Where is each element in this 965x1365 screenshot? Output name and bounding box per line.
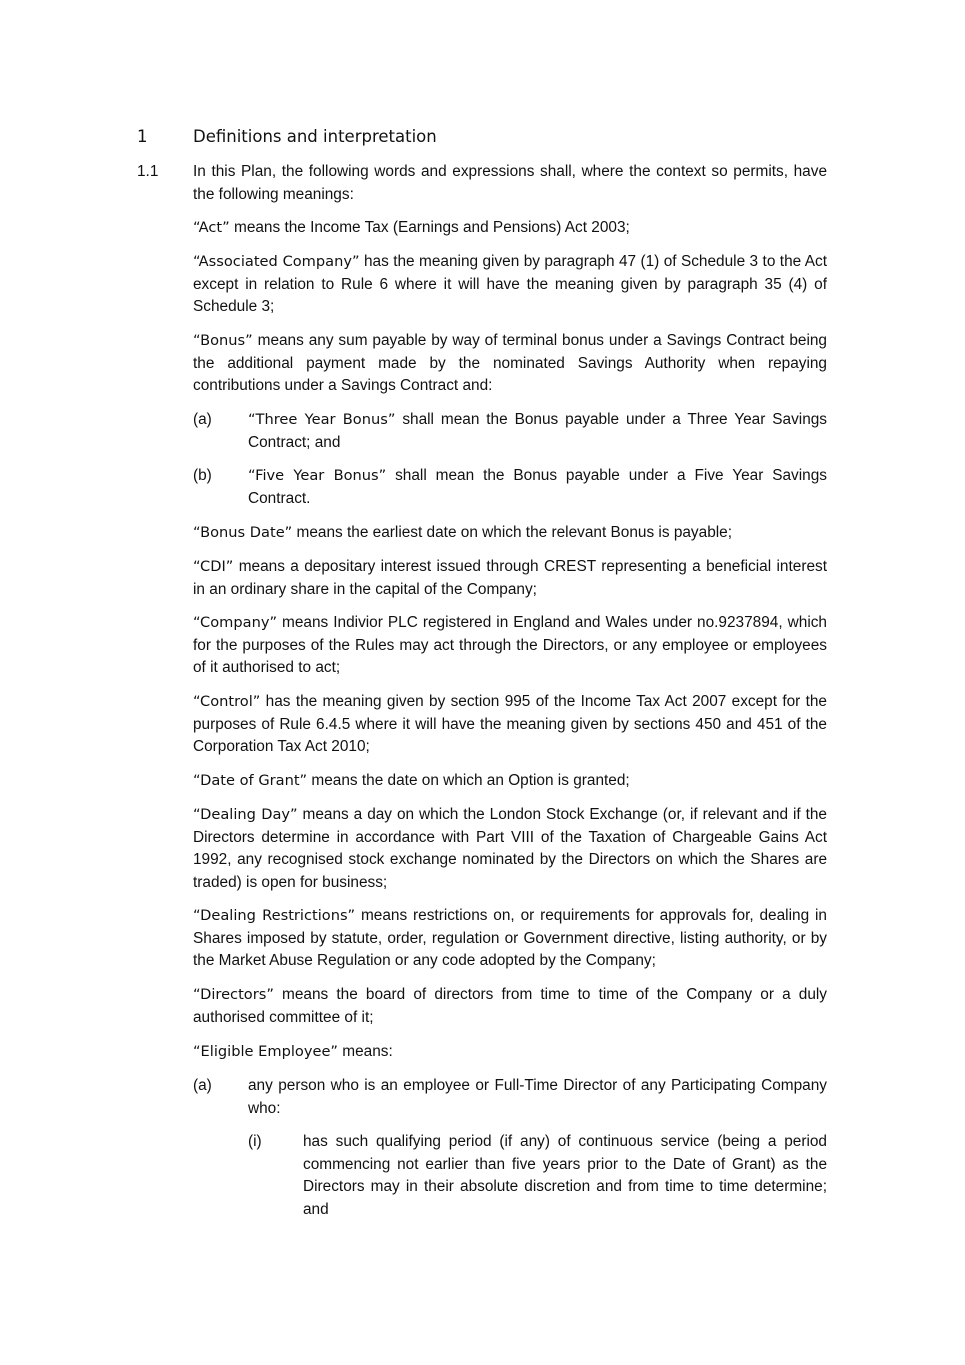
definition-associated-company (193, 251, 827, 319)
eligible-employee-item-a-i (248, 1131, 827, 1221)
item-marker: (a) (193, 1077, 212, 1094)
clause-1-1 (137, 161, 827, 206)
definition-text: means the date on which an Option is granted; (307, 772, 630, 789)
definition-text: means any sum payable by way of terminal bonus under a Savings Contract being the additional payment made by the nominated Savings Authority when repaying contributions under a Savings Contract and: (193, 332, 827, 394)
definition-text: means a day on which the London Stock Exchange (or, if relevant and if the Directors determine in accordance with Part VIII of the Taxation of Chargeable Gains Act 1992, any recognised stock exchange nominated by the Directors on which the Shares are traded) is open for business; (193, 806, 827, 891)
definition-cdi (193, 556, 827, 601)
definition-term: “Dealing Restrictions” (193, 907, 356, 924)
definition-directors (193, 984, 827, 1029)
definition-text: means the earliest date on which the relevant Bonus is payable; (292, 524, 733, 541)
definition-text: has the meaning given by paragraph 47 (1) of Schedule 3 to the Act except in relation to Rule 6 where it will have the meaning given by paragraph 35 (4) of Schedule 3; (193, 253, 827, 315)
definition-text: means a depositary interest issued through CREST representing a beneficial interest in an ordinary share in the capital of the Company; (193, 558, 827, 598)
definition-text: shall mean the Bonus payable under a Three Year Savings Contract; and (248, 411, 828, 451)
definition-term: “Dealing Day” (193, 806, 298, 823)
definition-text: means restrictions on, or requirements for approvals for, dealing in Shares imposed by statute, order, regulation or Government directive, listing authority, or by the Market Abuse Regulation or any code adopted by the Company; (193, 907, 827, 969)
definition-text: has the meaning given by section 995 of the Income Tax Act 2007 except for the purposes of Rule 6.4.5 where it will have the meaning given by sections 450 and 451 of the Corporation Tax Act 2010; (193, 693, 827, 755)
definition-bonus (193, 330, 827, 398)
definition-term: “Eligible Employee” (193, 1043, 338, 1060)
definition-term: “Act” (193, 219, 230, 236)
definition-text: means the board of directors from time to time of the Company or a duly authorised committee of it; (193, 986, 827, 1026)
definition-term: “Directors” (193, 986, 274, 1003)
definition-term: “Five Year Bonus” (248, 467, 387, 484)
section-number: 1 (137, 127, 148, 146)
definition-term: “Three Year Bonus” (248, 411, 396, 428)
definition-text: means the Income Tax (Earnings and Pensions) Act 2003; (229, 219, 630, 236)
definition-text: means Indivior PLC registered in England and Wales under no.9237894, which for the purposes of the Rules may act through the Directors, or any employee or employees of it authorised to act; (193, 614, 827, 676)
eligible-employee-item-a (193, 1075, 827, 1120)
definition-text: means: (337, 1043, 393, 1060)
definition-eligible-employee (193, 1041, 827, 1064)
definition-bonus-date (193, 522, 827, 545)
definition-dealing-day (193, 804, 827, 894)
definition-act (193, 217, 827, 240)
bonus-item-a (193, 409, 827, 454)
definition-company (193, 612, 827, 680)
definition-term: “Bonus” (193, 332, 253, 349)
definition-dealing-restrictions (193, 905, 827, 973)
item-marker: (i) (248, 1133, 262, 1150)
item-text: any person who is an employee or Full-Time Director of any Participating Company who: (248, 1077, 827, 1117)
definition-term: “Control” (193, 693, 261, 710)
definition-term: “Associated Company” (193, 253, 360, 270)
section-title: Definitions and interpretation (193, 127, 437, 146)
definition-text: shall mean the Bonus payable under a Five Year Savings Contract. (248, 467, 827, 507)
definition-term: “CDI” (193, 558, 234, 575)
definition-term: “Date of Grant” (193, 772, 308, 789)
item-marker: (b) (193, 467, 212, 484)
definition-term: “Bonus Date” (193, 524, 293, 541)
definition-date-of-grant (193, 770, 827, 793)
item-text: has such qualifying period (if any) of continuous service (being a period commencing not earlier than five years prior to the Date of Grant) as the Directors may in their absolute discretion and from time to time determine; and (303, 1133, 827, 1218)
clause-text: In this Plan, the following words and expressions shall, where the context so permits, have the following meanings: (193, 163, 827, 203)
clause-number: 1.1 (137, 163, 159, 180)
bonus-item-b (193, 465, 827, 510)
item-marker: (a) (193, 411, 212, 428)
definition-term: “Company” (193, 614, 278, 631)
definition-control (193, 691, 827, 759)
